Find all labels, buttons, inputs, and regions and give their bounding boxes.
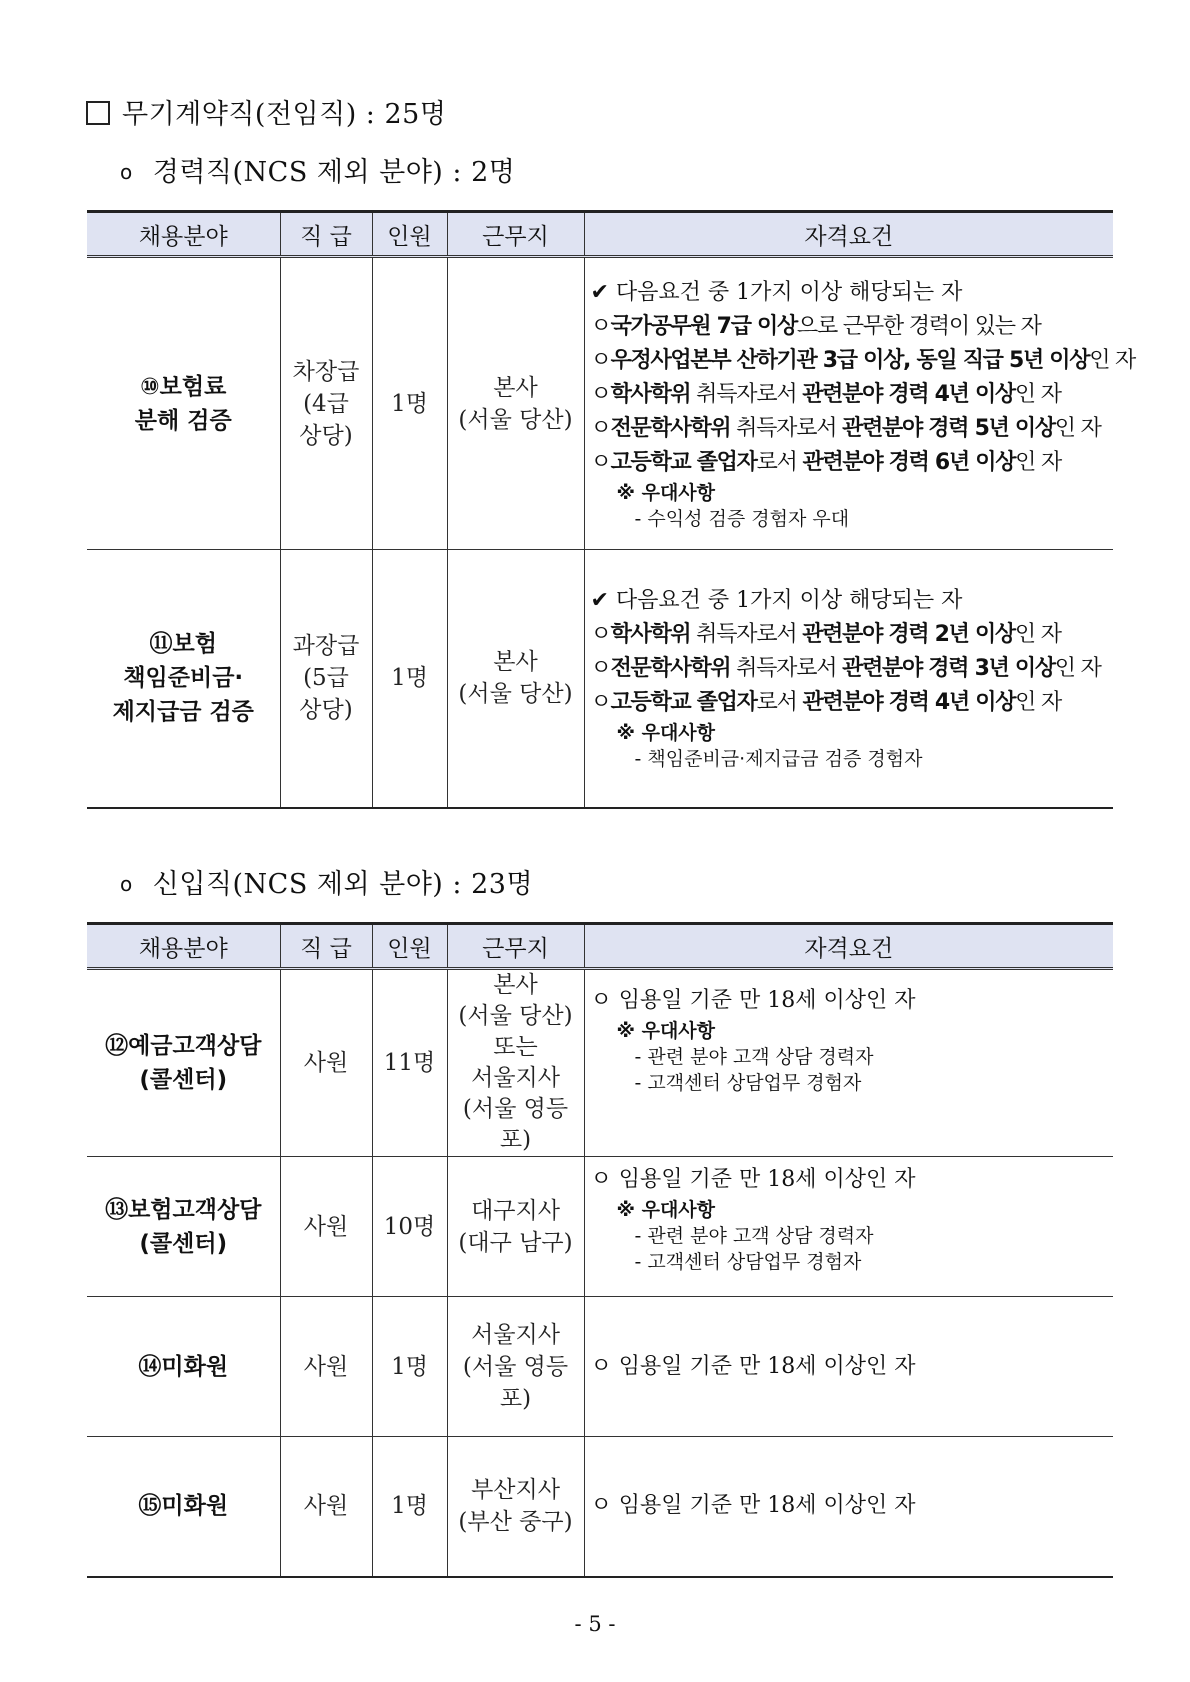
count-cell: 11명 [372, 969, 447, 1157]
req-line: ㅇ우정사업본부 산하기관 3급 이상, 동일 직급 5년 이상인 자 [590, 347, 1136, 373]
req-line: ㅇ고등학교 졸업자로서 관련분야 경력 6년 이상인 자 [590, 449, 1062, 475]
table-header-row [87, 212, 1113, 257]
entry-heading: o 신입직(NCS 제외 분야) : 23명 [120, 869, 534, 900]
header-field: 채용분야 [87, 924, 280, 969]
table-row [87, 550, 1113, 808]
count-cell: 1명 [372, 550, 447, 808]
field-cell: ⑭미화원 [87, 1297, 280, 1437]
page-number: - 5 - [574, 1612, 616, 1636]
preference-item: - 고객센터 상담업무 경험자 [634, 1251, 862, 1273]
requirements-cell: ㅇ 임용일 기준 만 18세 이상인 자 [584, 1297, 1113, 1437]
preference-label: ※ 우대사항 [616, 481, 716, 504]
field-cell: ⑬보험고객상담 (콜센터) [87, 1157, 280, 1297]
header-count: 인원 [372, 924, 447, 969]
header-count: 인원 [372, 212, 447, 257]
table-row [87, 969, 1113, 1157]
place-cell: 대구지사 (대구 남구) [447, 1157, 584, 1297]
req-line: ㅇ국가공무원 7급 이상으로 근무한 경력이 있는 자 [590, 313, 1041, 339]
grade-cell: 사원 [280, 969, 372, 1157]
header-grade: 직 급 [280, 924, 372, 969]
career-table [87, 210, 1136, 809]
table-row [87, 1437, 1113, 1577]
preference-item: - 수익성 검증 경험자 우대 [634, 507, 850, 530]
count-cell: 10명 [372, 1157, 447, 1297]
requirements-cell: ✔ 다음요건 중 1가지 이상 해당되는 자 ㅇ국가공무원 7급 이상으로 근무한 경력이 있는 자 ㅇ우정사업본부 산하기관 3급 이상, 동일 직급 5년 이상인 자 ㅇ학사학위 취득자로서 관련분야 경력 4년 이상인 자 ㅇ전문학사학위 취득자로서 관련분야 경력 5년 이상인 자 ㅇ고등학교 졸업자로서 관련분야 경력 6년 이상인 자 ※ 우대사항 - 수익성 검증 경험자 우대 [584, 257, 1113, 550]
requirements-cell: ㅇ 임용일 기준 만 18세 이상인 자 ※ 우대사항 - 관련 분야 고객 상담 경력자 - 고객센터 상담업무 경험자 [584, 1157, 1113, 1297]
preference-label: ※ 우대사항 [616, 1199, 716, 1221]
req-line: ㅇ전문학사학위 취득자로서 관련분야 경력 5년 이상인 자 [590, 415, 1101, 441]
req-line: ㅇ전문학사학위 취득자로서 관련분야 경력 3년 이상인 자 [590, 656, 1101, 682]
grade-cell: 차장급 (4급 상당) [280, 257, 372, 550]
field-cell: ⑫예금고객상담 (콜센터) [87, 969, 280, 1157]
field-cell: ⑩보험료 분해 검증 [87, 257, 280, 550]
header-place: 근무지 [447, 212, 584, 257]
grade-cell: 과장급 (5급 상당) [280, 550, 372, 808]
table-row [87, 257, 1113, 550]
header-place: 근무지 [447, 924, 584, 969]
header-requirements: 자격요건 [584, 924, 1113, 969]
entry-table [87, 922, 1113, 1578]
bullet-circle-icon: o [120, 872, 133, 896]
preference-label: ※ 우대사항 [616, 722, 716, 745]
header-field: 채용분야 [87, 212, 280, 257]
grade-cell: 사원 [280, 1437, 372, 1577]
count-cell: 1명 [372, 1297, 447, 1437]
preference-label: ※ 우대사항 [616, 1020, 716, 1042]
req-line: ㅇ고등학교 졸업자로서 관련분야 경력 4년 이상인 자 [590, 690, 1062, 716]
place-cell: 본사 (서울 당산) [447, 257, 584, 550]
grade-cell: 사원 [280, 1157, 372, 1297]
req-line: ㅇ학사학위 취득자로서 관련분야 경력 4년 이상인 자 [590, 381, 1061, 407]
place-cell: 부산지사 (부산 중구) [447, 1437, 584, 1577]
place-cell: 서울지사 (서울 영등포) [447, 1297, 584, 1437]
bullet-circle-icon: o [120, 160, 133, 184]
preference-item: - 고객센터 상담업무 경험자 [634, 1072, 862, 1094]
section-title: 무기계약직(전임직) : 25명 [86, 92, 446, 131]
table-row [87, 1297, 1113, 1437]
field-cell: ⑪보험 책임준비금· 제지급금 검증 [87, 550, 280, 808]
requirements-cell: ✔ 다음요건 중 1가지 이상 해당되는 자 ㅇ학사학위 취득자로서 관련분야 경력 2년 이상인 자 ㅇ전문학사학위 취득자로서 관련분야 경력 3년 이상인 자 ㅇ고등학교 졸업자로서 관련분야 경력 4년 이상인 자 ※ 우대사항 - 책임준비금·제지급금 검증 경험자 [584, 550, 1113, 808]
career-heading: o 경력직(NCS 제외 분야) : 2명 [120, 157, 516, 188]
preference-item: - 책임준비금·제지급금 검증 경험자 [634, 748, 923, 771]
table-header-row [87, 924, 1113, 969]
req-line: ㅇ학사학위 취득자로서 관련분야 경력 2년 이상인 자 [590, 622, 1061, 648]
grade-cell: 사원 [280, 1297, 372, 1437]
count-cell: 1명 [372, 1437, 447, 1577]
header-requirements: 자격요건 [584, 212, 1113, 257]
field-cell: ⑮미화원 [87, 1437, 280, 1577]
preference-item: - 관련 분야 고객 상담 경력자 [634, 1225, 874, 1247]
checkbox-square-icon [86, 101, 110, 125]
place-cell: 본사 (서울 당산) 또는 서울지사 (서울 영등포) [447, 969, 584, 1157]
place-cell: 본사 (서울 당산) [447, 550, 584, 808]
header-grade: 직 급 [280, 212, 372, 257]
requirements-cell: ㅇ 임용일 기준 만 18세 이상인 자 ※ 우대사항 - 관련 분야 고객 상담 경력자 - 고객센터 상담업무 경험자 [584, 969, 1113, 1157]
table-row [87, 1157, 1113, 1297]
count-cell: 1명 [372, 257, 447, 550]
requirements-cell: ㅇ 임용일 기준 만 18세 이상인 자 [584, 1437, 1113, 1577]
preference-item: - 관련 분야 고객 상담 경력자 [634, 1046, 874, 1068]
